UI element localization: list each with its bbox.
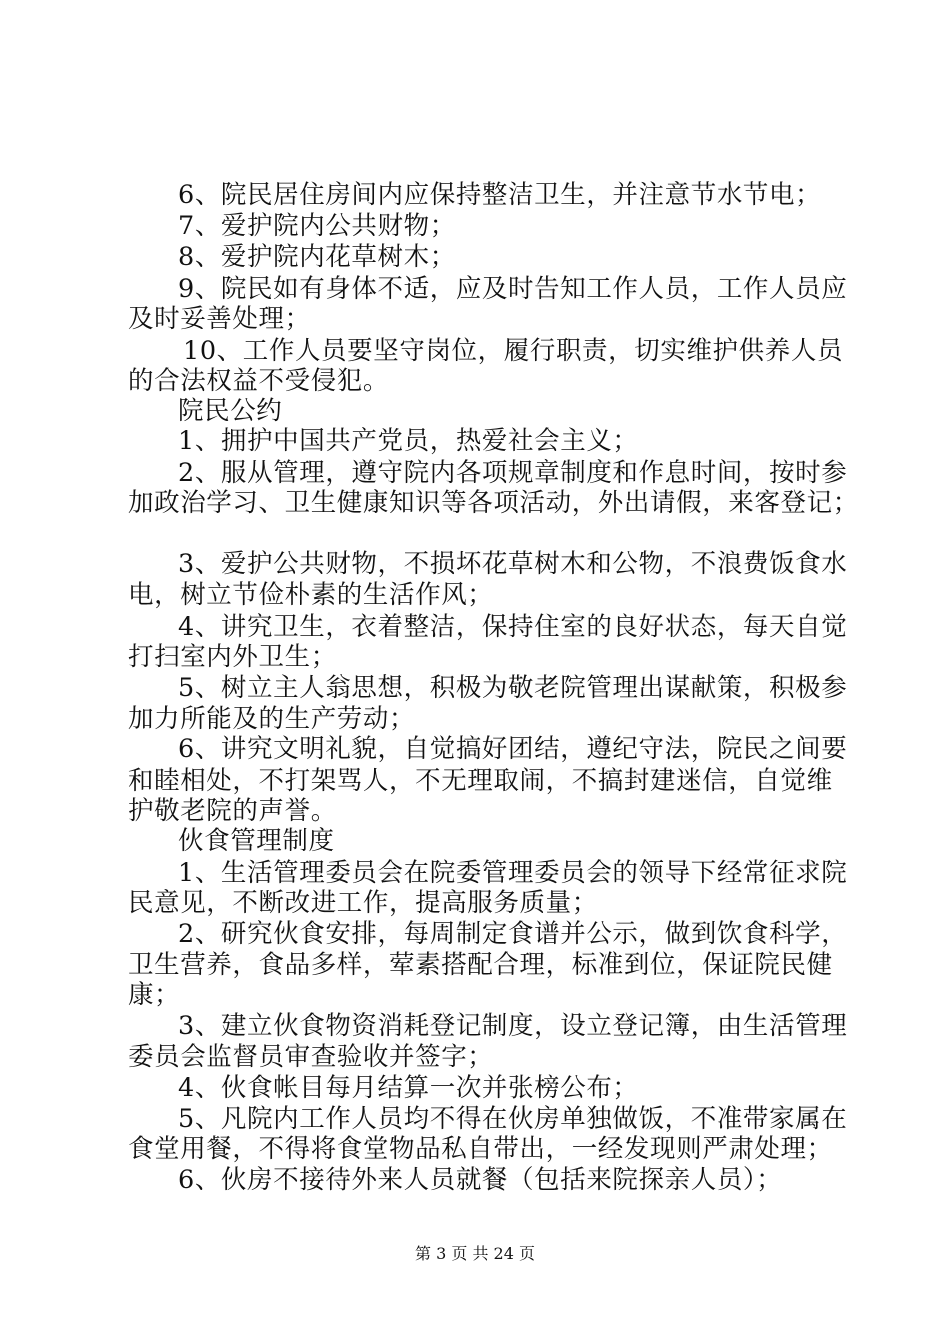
- text-line: 1、生活管理委员会在院委管理委员会的领导下经常征求院: [178, 858, 848, 888]
- text-line: 打扫室内外卫生；: [128, 642, 337, 672]
- text-line: 加力所能及的生产劳动；: [128, 704, 416, 734]
- text-line: 6、讲究文明礼貌，自觉搞好团结，遵纪守法，院民之间要: [178, 734, 848, 764]
- text-line: 8、爱护院内花草树木；: [178, 242, 456, 272]
- text-line: 民意见，不断改进工作，提高服务质量；: [128, 888, 598, 918]
- text-line: 和睦相处，不打架骂人，不无理取闹，不搞封建迷信，自觉维: [128, 766, 833, 796]
- text-line: 5、凡院内工作人员均不得在伙房单独做饭，不准带家属在: [178, 1104, 848, 1134]
- text-line: 1、拥护中国共产党员，热爱社会主义；: [178, 426, 639, 456]
- text-line: 及时妥善处理；: [128, 304, 311, 334]
- text-line: 食堂用餐，不得将食堂物品私自带出，一经发现则严肃处理；: [128, 1134, 833, 1164]
- text-line: 护敬老院的声誉。: [128, 796, 337, 826]
- text-line: 2、研究伙食安排，每周制定食谱并公示，做到饮食科学，: [178, 919, 848, 949]
- text-line: 2、服从管理，遵守院内各项规章制度和作息时间，按时参: [178, 458, 848, 488]
- text-line: 的合法权益不受侵犯。: [128, 366, 390, 396]
- text-line: 5、树立主人翁思想，积极为敬老院管理出谋献策，积极参: [178, 673, 848, 703]
- text-line: 电，树立节俭朴素的生活作风；: [128, 580, 494, 610]
- text-line: 卫生营养，食品多样，荤素搭配合理，标准到位，保证院民健: [128, 950, 833, 980]
- text-line: 加政治学习、卫生健康知识等各项活动，外出请假，来客登记；: [128, 488, 859, 518]
- text-line: 9、院民如有身体不适，应及时告知工作人员，工作人员应: [178, 274, 848, 304]
- text-line: 7、爱护院内公共财物；: [178, 211, 456, 241]
- page-number-footer: 第 3 页 共 24 页: [415, 1244, 535, 1263]
- text-line: 委员会监督员审查验收并签字；: [128, 1042, 494, 1072]
- section-heading-resident-covenant: 院民公约: [178, 396, 283, 426]
- text-line: 4、伙食帐目每月结算一次并张榜公布；: [178, 1073, 639, 1103]
- text-line: 4、讲究卫生，衣着整洁，保持住室的良好状态，每天自觉: [178, 612, 848, 642]
- text-line: 3、建立伙食物资消耗登记制度，设立登记簿，由生活管理: [178, 1011, 848, 1041]
- section-heading-meal-management: 伙食管理制度: [178, 826, 335, 856]
- text-line: 6、院民居住房间内应保持整洁卫生，并注意节水节电；: [178, 180, 822, 210]
- text-line: 康；: [128, 980, 181, 1010]
- text-line: 10、工作人员要坚守岗位，履行职责，切实维护供养人员: [183, 336, 844, 366]
- text-line: 6、伙房不接待外来人员就餐（包括来院探亲人员）；: [178, 1165, 783, 1195]
- text-line: 3、爱护公共财物，不损坏花草树木和公物，不浪费饭食水: [178, 549, 848, 579]
